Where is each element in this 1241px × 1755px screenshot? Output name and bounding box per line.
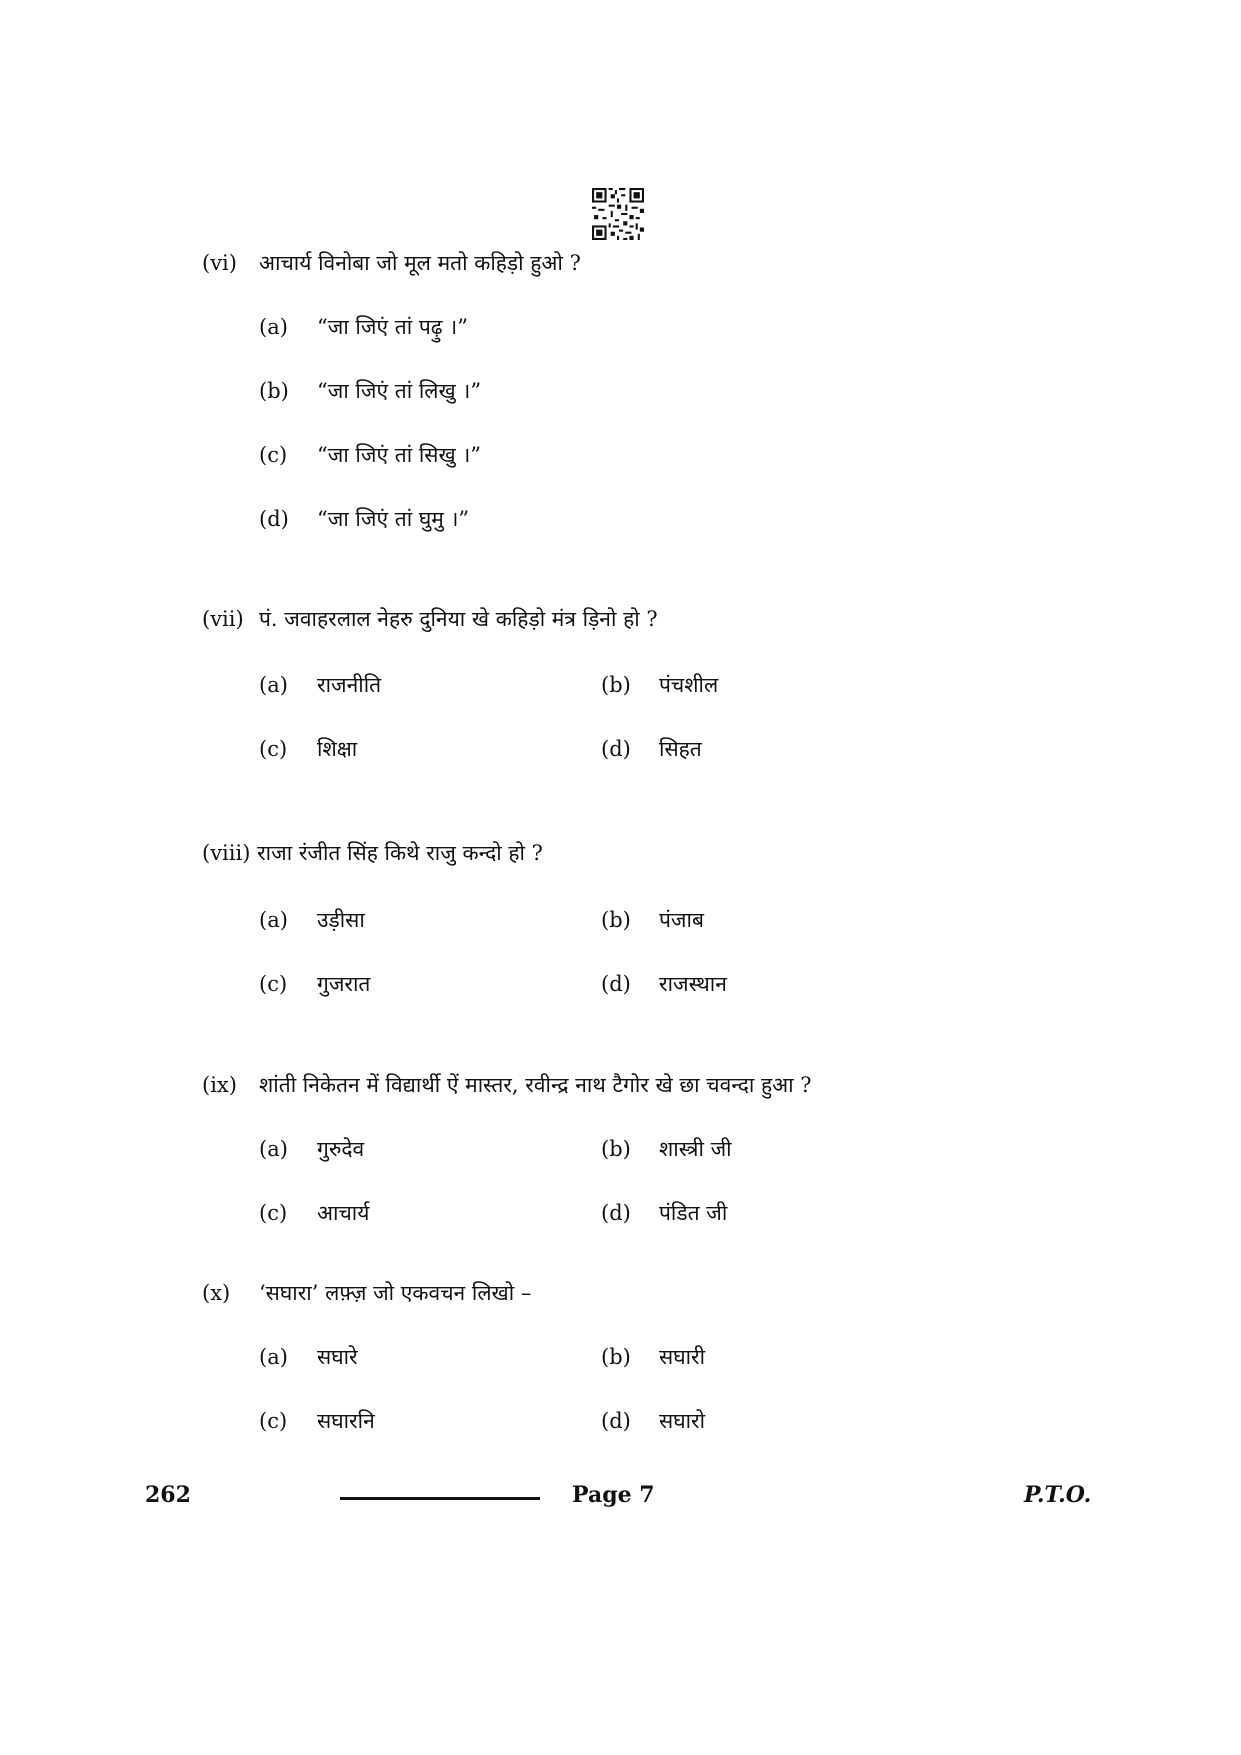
option — [259, 671, 381, 699]
option — [259, 735, 357, 763]
option-text: पंजाब — [659, 908, 704, 932]
option-label: (a) — [259, 908, 288, 932]
option — [259, 1343, 358, 1371]
question-number: (viii) — [202, 841, 251, 865]
question — [202, 249, 581, 277]
option-label: (c) — [259, 1201, 288, 1225]
option-label: (c) — [259, 1409, 288, 1433]
option-text: सघारी — [659, 1345, 706, 1369]
question-number: (ix) — [202, 1073, 237, 1097]
option-text: पंचशील — [659, 673, 719, 697]
option-text: गुजरात — [317, 972, 371, 996]
question — [202, 1279, 531, 1307]
option-label: (a) — [259, 1137, 288, 1161]
question-number: (x) — [202, 1281, 231, 1305]
option-text: “जा जिएं तां घुमु ।” — [317, 507, 470, 531]
option-text: सघारो — [659, 1409, 706, 1433]
option-text: सघारनि — [317, 1409, 375, 1433]
option-label: (d) — [601, 1409, 631, 1433]
option — [259, 906, 365, 934]
option-label: (a) — [259, 673, 288, 697]
option-text: सघारे — [317, 1345, 358, 1369]
question — [202, 1071, 812, 1099]
question — [202, 839, 543, 867]
paper-code: 262 — [145, 1482, 191, 1508]
question-text: पं. जवाहरलाल नेहरु दुनिया खे कहिड़ो मंत्र ड़िनो हो ? — [259, 607, 658, 631]
option — [259, 505, 469, 533]
option-text: शिक्षा — [317, 737, 358, 761]
option — [601, 1199, 727, 1227]
option-text: “जा जिएं तां पढ़ु ।” — [317, 315, 468, 339]
option-label: (b) — [601, 1345, 631, 1369]
option-text: पंडित जी — [659, 1201, 728, 1225]
question-text: शांती निकेतन में विद्यार्थी ऐं मास्तर, रवीन्द्र नाथ टैगोर खे छा चवन्दा हुआ ? — [259, 1073, 812, 1097]
option — [601, 671, 718, 699]
option-label: (b) — [601, 908, 631, 932]
option-label: (a) — [259, 1345, 288, 1369]
option-label: (b) — [259, 379, 289, 403]
option — [259, 441, 481, 469]
option-text: उड़ीसा — [317, 908, 365, 932]
option-label: (c) — [259, 443, 288, 467]
option-label: (d) — [601, 972, 631, 996]
footer-rule — [340, 1497, 540, 1500]
option-text: सिहत — [659, 737, 702, 761]
option-text: राजनीति — [317, 673, 382, 697]
question-text: आचार्य विनोबा जो मूल मतो कहिड़ो हुओ ? — [259, 251, 581, 275]
option — [259, 1199, 369, 1227]
option-text: आचार्य — [317, 1201, 370, 1225]
question-number: (vi) — [202, 251, 237, 275]
qr-code-icon — [592, 188, 644, 240]
option-text: गुरुदेव — [317, 1137, 365, 1161]
option-label: (c) — [259, 737, 288, 761]
option-label: (c) — [259, 972, 288, 996]
option-label: (d) — [601, 737, 631, 761]
page-number: Page 7 — [572, 1482, 655, 1508]
option-label: (d) — [259, 507, 289, 531]
option — [601, 1343, 705, 1371]
option-text: “जा जिएं तां लिखु ।” — [317, 379, 482, 403]
option — [601, 906, 704, 934]
option — [601, 735, 702, 763]
question-number: (vii) — [202, 607, 244, 631]
option-text: “जा जिएं तां सिखु ।” — [317, 443, 482, 467]
option — [259, 970, 370, 998]
question — [202, 605, 658, 633]
option — [259, 1135, 364, 1163]
option — [259, 377, 481, 405]
option — [601, 1135, 732, 1163]
option — [601, 1407, 705, 1435]
option-label: (b) — [601, 673, 631, 697]
option-text: राजस्थान — [659, 972, 727, 996]
option — [601, 970, 727, 998]
question-text: ‘सघारा’ लफ़्ज़ जो एकवचन लिखो – — [259, 1281, 532, 1305]
pto-label: P.T.O. — [1024, 1482, 1092, 1508]
option — [259, 313, 468, 341]
option-label: (b) — [601, 1137, 631, 1161]
option — [259, 1407, 375, 1435]
option-label: (d) — [601, 1201, 631, 1225]
option-label: (a) — [259, 315, 288, 339]
option-text: शास्त्री जी — [659, 1137, 732, 1161]
question-text: राजा रंजीत सिंह किथे राजु कन्दो हो ? — [257, 841, 543, 865]
